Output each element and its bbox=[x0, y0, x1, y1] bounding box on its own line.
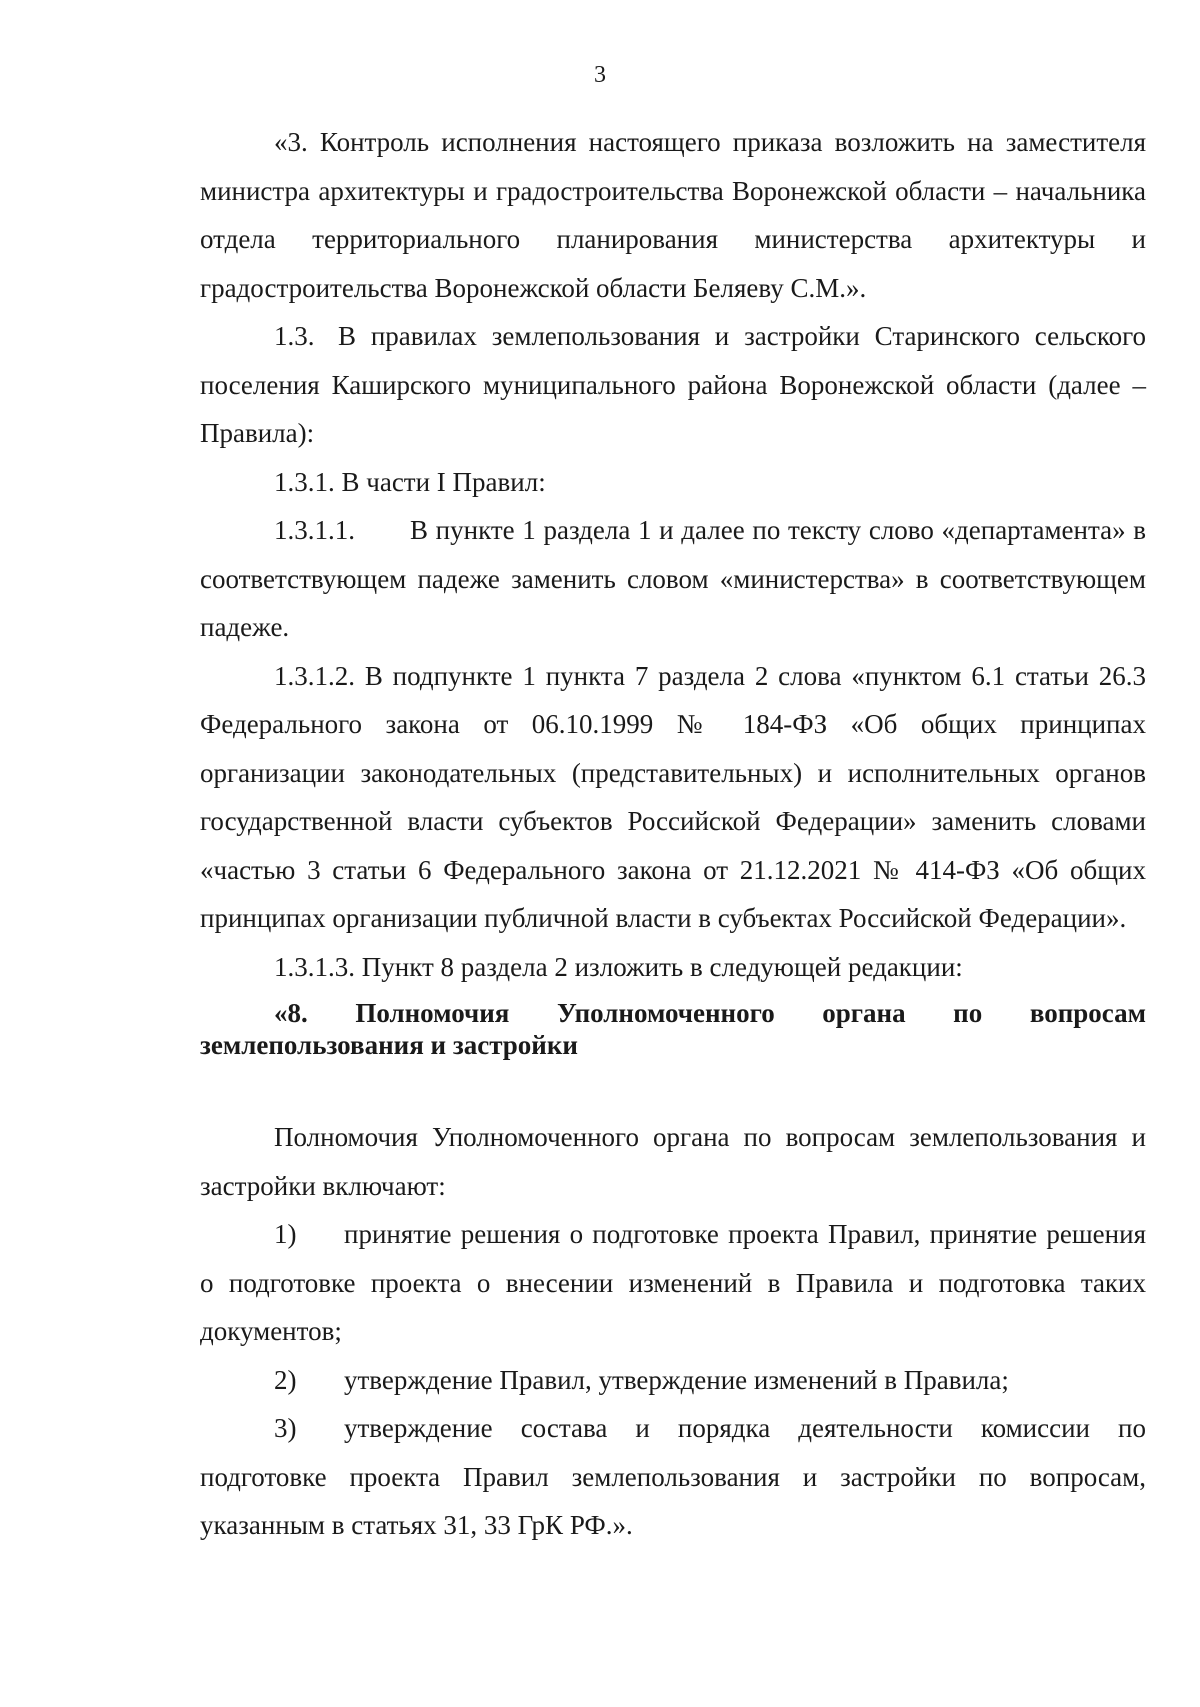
list-item-text: утверждение Правил, утверждение изменений в Правила; bbox=[344, 1364, 1009, 1395]
document-text bbox=[200, 118, 1146, 1550]
paragraph-1-3-1-1 bbox=[200, 506, 1146, 652]
list-item-number: 3) bbox=[274, 1413, 297, 1443]
paragraph-1-3-1-3: 1.3.1.3. Пункт 8 раздела 2 изложить в следующей редакции: bbox=[274, 951, 963, 982]
paragraph-rules-intro bbox=[200, 312, 1146, 458]
list-item bbox=[200, 1356, 1146, 1405]
page-number: 3 bbox=[594, 62, 606, 88]
list-item-number: 2) bbox=[274, 1364, 297, 1395]
paragraph-part-one: 1.3.1. В части I Правил: bbox=[274, 466, 546, 497]
paragraph-text: В пункте 1 раздела 1 и далее по тексту слово «департамента» в соответствующем падеже заменить словом «министерства» в соответствующем падеже. bbox=[200, 515, 1146, 642]
section-heading: «8. Полномочия Уполномоченного органа по вопросам землепользования и застройки bbox=[200, 998, 1146, 1060]
paragraph-1-3-1-2: 1.3.1.2. В подпункте 1 пункта 7 раздела 2 слова «пунктом 6.1 статьи 26.3 Федерального закона от 06.10.1999 № 184-ФЗ «Об общих принципах организации законодательных (представительных) и исполнительных органов государственной власти субъектов Российской Федерации» заменить словами «частью 3 статьи 6 Федерального закона от 21.12.2021 № 414-ФЗ «Об общих принципах организации публичной власти в субъектах Российской Федерации». bbox=[200, 660, 1146, 933]
paragraph-number: 1.3.1.1. bbox=[274, 515, 355, 545]
paragraph-powers: Полномочия Уполномоченного органа по вопросам землепользования и застройки включают: bbox=[200, 1122, 1146, 1201]
paragraph-number: 1.3. bbox=[274, 321, 315, 351]
paragraph-control: «3. Контроль исполнения настоящего приказа возложить на заместителя министра архитектуры и градостроительства Воронежской области – начальника отдела территориального планирования министерства архитектуры и градостроительства Воронежской области Беляеву С.М.». bbox=[200, 127, 1146, 303]
list-item bbox=[200, 1404, 1146, 1550]
list-item bbox=[200, 1210, 1146, 1356]
list-item-number: 1) bbox=[274, 1219, 297, 1249]
list-item-text: принятие решения о подготовке проекта Правил, принятие решения о подготовке проекта о внесении изменений в Правила и подготовка таких документов; bbox=[200, 1219, 1146, 1346]
paragraph-text: В правилах землепользования и застройки Старинского сельского поселения Каширского муниципального района Воронежской области (далее – Правила): bbox=[200, 321, 1146, 448]
list-item-text: утверждение состава и порядка деятельности комиссии по подготовке проекта Правил землепользования и застройки по вопросам, указанным в статьях 31, 33 ГрК РФ.». bbox=[200, 1413, 1146, 1540]
